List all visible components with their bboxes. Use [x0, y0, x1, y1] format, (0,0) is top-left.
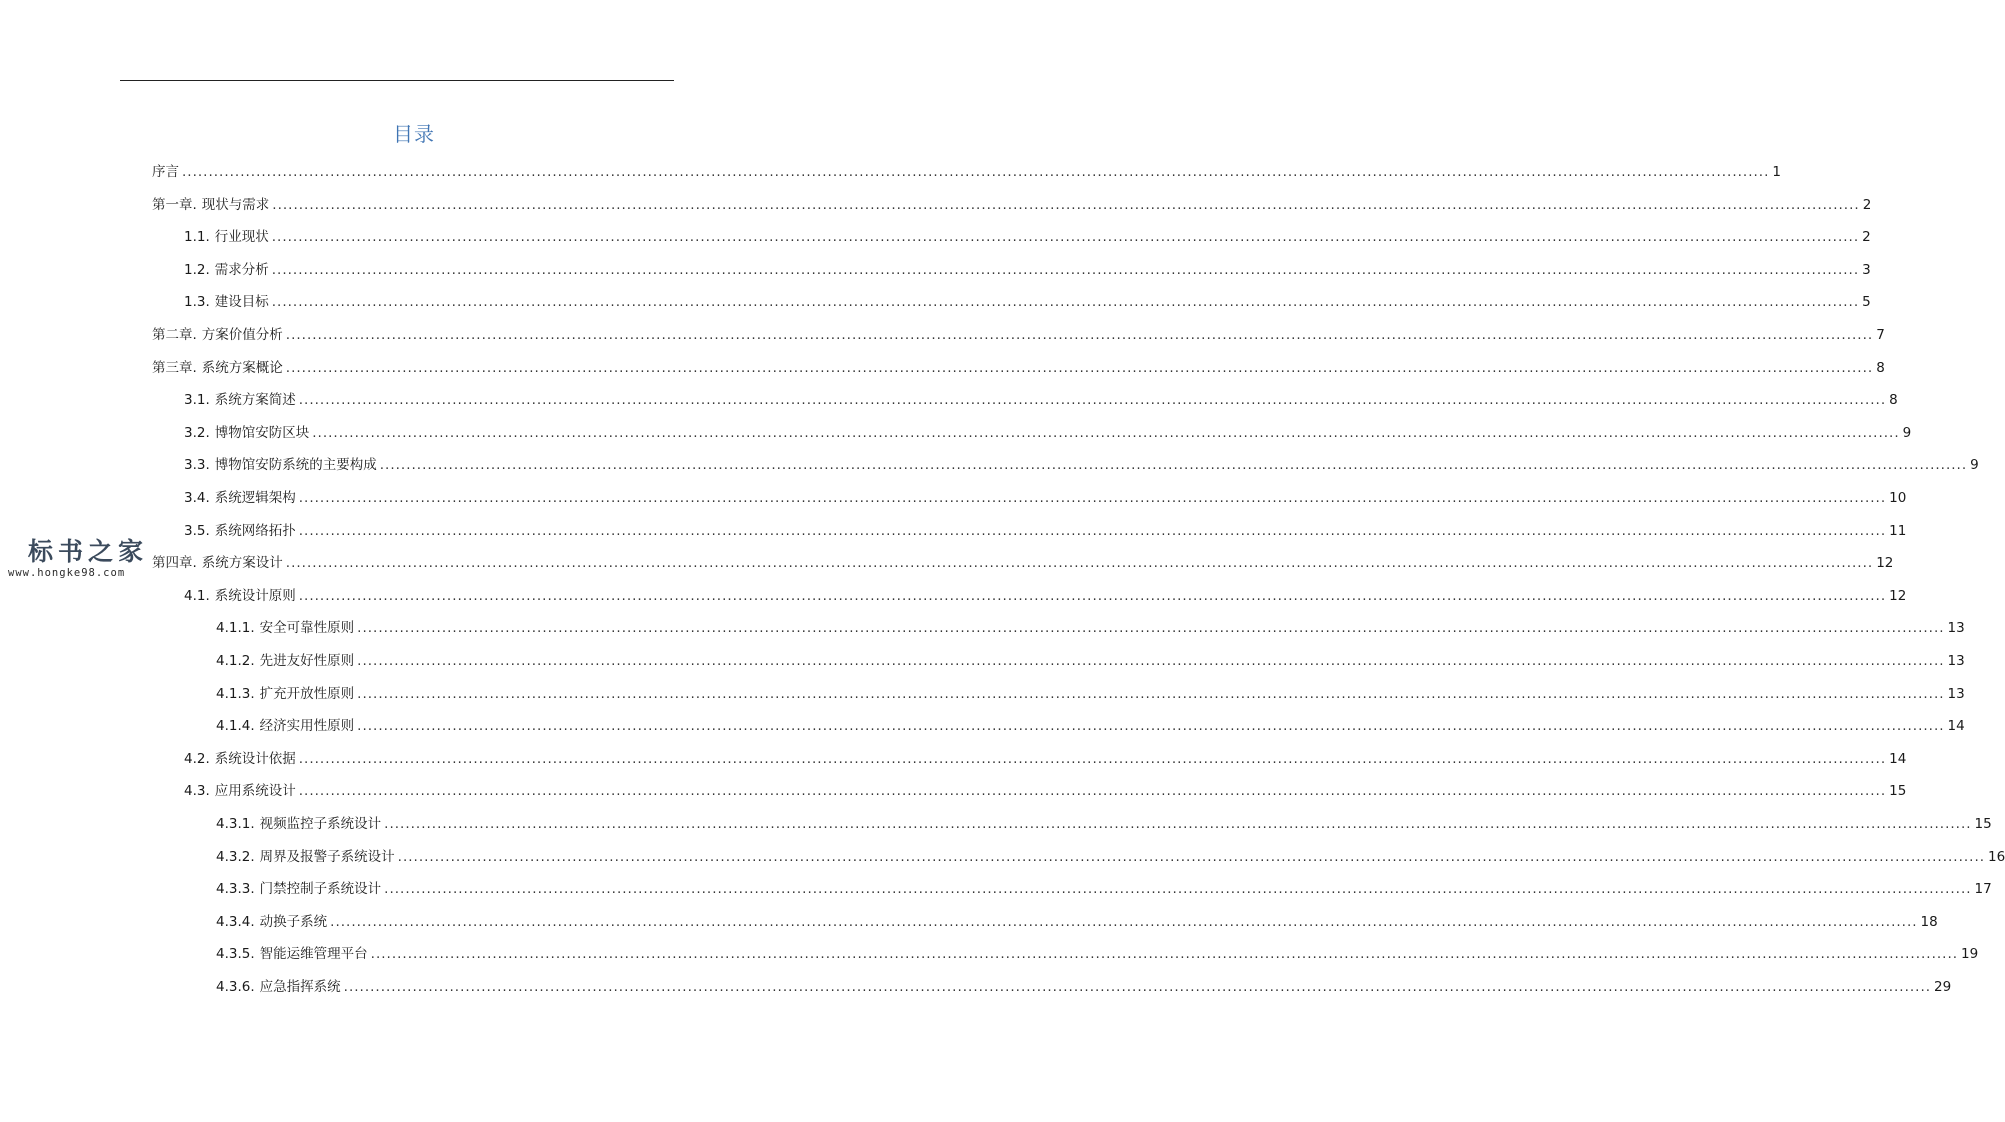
toc-entry-number: 4.1.3. [216, 685, 255, 702]
toc-entry-label: 系统逻辑架构 [214, 490, 296, 506]
toc-entry-number: 4.3.3. [216, 881, 255, 898]
toc-dot-leader: ............................................................................................................................................................................................................................................................................................................ [298, 522, 1887, 539]
toc-dot-leader: ............................................................................................................................................................................................................................................................................................................ [384, 881, 1972, 898]
toc-entry-label: 系统方案设计 [201, 555, 283, 572]
toc-entry-page: 18 [1920, 913, 1938, 930]
toc-entry-label: 方案价值分析 [201, 327, 283, 343]
toc-entry-heading [216, 943, 368, 965]
toc-entry[interactable] [184, 422, 1912, 444]
toc-entry[interactable] [184, 520, 1907, 542]
toc-dot-leader: ............................................................................................................................................................................................................................................................................................................ [357, 718, 1945, 735]
toc-entry-label: 先进友好性原则 [259, 653, 355, 669]
toc-entry-page: 10 [1889, 490, 1907, 506]
toc-entry[interactable] [184, 585, 1907, 607]
toc-dot-leader: ............................................................................................................................................................................................................................................................................................................ [271, 229, 1860, 246]
toc-entry-heading [184, 422, 309, 444]
toc-dot-leader: ............................................................................................................................................................................................................................................................................................................ [298, 750, 1887, 767]
toc-dot-leader: ............................................................................................................................................................................................................................................................................................................ [271, 294, 1860, 311]
toc-entry-heading [152, 194, 269, 216]
toc-entry-heading [184, 585, 296, 607]
toc-entry[interactable] [184, 226, 1871, 248]
toc-entry-heading [152, 324, 283, 346]
watermark-url: www.hongke98.com [8, 567, 126, 579]
toc-entry-heading [184, 780, 296, 802]
toc-dot-leader: ............................................................................................................................................................................................................................................................................................................ [298, 392, 1887, 409]
toc-entry[interactable] [184, 780, 1907, 802]
toc-entry[interactable] [184, 454, 1979, 476]
toc-entry-number: 4.3. [184, 783, 210, 800]
toc-entry[interactable] [216, 813, 1992, 835]
toc-entry-number: 3.2. [184, 424, 210, 441]
watermark [8, 538, 158, 580]
toc-entry-label: 行业现状 [214, 229, 269, 246]
toc-entry-heading [216, 878, 381, 900]
toc-entry-number: 4.3.5. [216, 946, 255, 963]
toc-dot-leader: ............................................................................................................................................................................................................................................................................................................ [384, 816, 1972, 832]
toc-entry[interactable] [216, 683, 1965, 705]
toc-entry-page: 8 [1889, 392, 1898, 409]
toc-entry-page: 7 [1876, 327, 1885, 343]
toc-entry-label: 经济实用性原则 [259, 718, 355, 735]
toc-entry-page: 29 [1934, 979, 1952, 995]
toc-dot-leader: ............................................................................................................................................................................................................................................................................................................ [298, 587, 1887, 604]
toc-entry-heading [184, 454, 377, 476]
toc-entry-number: 3.5. [184, 522, 210, 539]
toc-entry-page: 9 [1970, 457, 1979, 474]
toc-entry-page: 19 [1961, 946, 1979, 963]
toc-entry-page: 3 [1862, 261, 1871, 278]
toc-dot-leader: ............................................................................................................................................................................................................................................................................................................ [370, 946, 1959, 963]
toc-entry-number: 4.3.1. [216, 816, 255, 832]
toc-entry-heading [184, 259, 269, 281]
toc-entry-heading [184, 291, 269, 313]
toc-entry-page: 17 [1974, 881, 1992, 898]
toc-entry-heading [184, 226, 269, 248]
toc-entry-label: 应急指挥系统 [259, 979, 341, 995]
toc-entry-label: 序言 [152, 164, 179, 180]
toc-dot-leader: ............................................................................................................................................................................................................................................................................................................ [357, 653, 1945, 669]
toc-entry-label: 博物馆安防区块 [214, 424, 310, 441]
toc-entry[interactable] [152, 194, 1872, 216]
toc-entry-label: 门禁控制子系统设计 [259, 881, 382, 898]
toc-dot-leader: ............................................................................................................................................................................................................................................................................................................ [298, 490, 1887, 506]
toc-entry-label: 现状与需求 [201, 196, 270, 213]
toc-dot-leader: ............................................................................................................................................................................................................................................................................................................ [312, 424, 1900, 441]
toc-entry-page: 5 [1862, 294, 1871, 311]
toc-entry-label: 周界及报警子系统设计 [259, 848, 395, 865]
toc-entry[interactable] [216, 617, 1965, 639]
toc-entry-label: 系统网络拓扑 [214, 522, 296, 539]
toc-entry-label: 系统设计原则 [214, 587, 296, 604]
toc-entry-number: 4.3.2. [216, 848, 255, 865]
toc-entry-page: 12 [1876, 555, 1894, 572]
toc-entry-heading [184, 748, 296, 770]
toc-entry-number: 第二章. [152, 327, 197, 343]
toc-entry-number: 1.3. [184, 294, 210, 311]
toc-entry[interactable] [184, 487, 1907, 509]
toc-dot-leader: ............................................................................................................................................................................................................................................................................................................ [285, 327, 1874, 343]
toc-entry-number: 3.3. [184, 457, 210, 474]
toc-entry-heading [216, 846, 395, 868]
toc-entry-heading [152, 552, 283, 574]
toc-entry-number: 1.2. [184, 261, 210, 278]
toc-entry-page: 2 [1862, 229, 1871, 246]
toc-entry-label: 视频监控子系统设计 [259, 816, 382, 832]
toc-entry-number: 3.1. [184, 392, 210, 409]
toc-entry-heading [152, 161, 179, 183]
toc-entry-label: 智能运维管理平台 [259, 946, 368, 963]
toc-dot-leader: ............................................................................................................................................................................................................................................................................................................ [397, 848, 1986, 865]
toc-entry[interactable] [152, 357, 1885, 379]
toc-entry-page: 15 [1974, 816, 1992, 832]
toc-dot-leader: ............................................................................................................................................................................................................................................................................................................ [272, 196, 1860, 213]
toc-entry-page: 14 [1889, 750, 1907, 767]
toc-dot-leader: ............................................................................................................................................................................................................................................................................................................ [285, 555, 1874, 572]
toc-entry-number: 3.4. [184, 490, 210, 506]
toc-entry-page: 1 [1772, 164, 1781, 180]
toc-entry-label: 动换子系统 [259, 913, 328, 930]
toc-dot-leader: ............................................................................................................................................................................................................................................................................................................ [298, 783, 1887, 800]
toc-entry-label: 安全可靠性原则 [259, 620, 355, 637]
header-rule [120, 80, 674, 81]
toc-dot-leader: ............................................................................................................................................................................................................................................................................................................ [357, 685, 1945, 702]
toc-entry-page: 2 [1862, 196, 1872, 213]
toc-entry-number: 1.1. [184, 229, 210, 246]
toc-entry-page: 13 [1947, 653, 1965, 669]
toc-entry[interactable] [216, 911, 1938, 933]
toc-entry-label: 系统设计依据 [214, 750, 296, 767]
toc-entry-heading [216, 715, 354, 737]
toc-dot-leader: ............................................................................................................................................................................................................................................................................................................ [357, 620, 1945, 637]
toc-entry-page: 9 [1902, 424, 1912, 441]
toc-dot-leader: ............................................................................................................................................................................................................................................................................................................ [271, 261, 1860, 278]
toc-entry-heading [216, 976, 341, 998]
toc-entry-label: 系统方案简述 [214, 392, 296, 409]
toc-entry-number: 4.2. [184, 750, 210, 767]
toc-entry-page: 16 [1988, 848, 2005, 865]
toc-dot-leader: ............................................................................................................................................................................................................................................................................................................ [343, 979, 1932, 995]
toc-entry-heading [184, 389, 296, 411]
toc-entry-number: 4.1.4. [216, 718, 255, 735]
toc-entry-page: 11 [1889, 522, 1907, 539]
toc-entry-page: 15 [1889, 783, 1907, 800]
toc-entry[interactable] [216, 846, 2005, 868]
toc-entry[interactable] [152, 161, 1781, 183]
toc-dot-leader: ............................................................................................................................................................................................................................................................................................................ [379, 457, 1968, 474]
toc-entry[interactable] [152, 324, 1885, 346]
toc-entry[interactable] [216, 943, 1979, 965]
toc-dot-leader: ............................................................................................................................................................................................................................................................................................................ [330, 913, 1918, 930]
toc-entry-heading [216, 911, 327, 933]
toc-entry[interactable] [216, 976, 1952, 998]
toc-entry-label: 应用系统设计 [214, 783, 296, 800]
toc-entry-heading [152, 357, 283, 379]
toc-entry-heading [216, 617, 354, 639]
toc-entry-page: 13 [1947, 685, 1965, 702]
toc-entry-number: 第一章. [152, 196, 197, 213]
toc-entry-label: 博物馆安防系统的主要构成 [214, 457, 377, 474]
toc-entry-label: 建设目标 [214, 294, 269, 311]
toc-title: 目录 [393, 122, 435, 146]
toc-entry-number: 4.3.4. [216, 913, 255, 930]
toc-entry-label: 扩充开放性原则 [259, 685, 355, 702]
toc-entry-heading [184, 487, 296, 509]
toc-entry-number: 第四章. [152, 555, 197, 572]
watermark-logo: 标书之家 [28, 537, 149, 566]
toc-entry-page: 13 [1947, 620, 1965, 637]
toc-entry-number: 4.1.1. [216, 620, 255, 637]
toc-entry[interactable] [216, 650, 1965, 672]
toc-entry-heading [216, 683, 354, 705]
toc-entry[interactable] [184, 259, 1871, 281]
toc-entry[interactable] [184, 291, 1871, 313]
toc-entry-page: 14 [1947, 718, 1965, 735]
toc-entry-heading [216, 650, 354, 672]
toc-entry-heading [216, 813, 381, 835]
toc-entry-page: 12 [1889, 587, 1907, 604]
toc-entry-heading [184, 520, 296, 542]
toc-entry-number: 4.1. [184, 587, 210, 604]
toc-entry-number: 4.3.6. [216, 979, 255, 995]
toc-entry[interactable] [216, 715, 1965, 737]
toc-entry[interactable] [184, 748, 1907, 770]
toc-entry-label: 系统方案概论 [201, 359, 283, 376]
toc-entry-number: 4.1.2. [216, 653, 255, 669]
toc-entry-page: 8 [1876, 359, 1885, 376]
toc-dot-leader: ............................................................................................................................................................................................................................................................................................................ [285, 359, 1874, 376]
toc-dot-leader: ............................................................................................................................................................................................................................................................................................................ [182, 164, 1770, 180]
toc-entry-number: 第三章. [152, 359, 197, 376]
toc-entry[interactable] [152, 552, 1894, 574]
toc-entry[interactable] [184, 389, 1898, 411]
toc-entry-label: 需求分析 [214, 261, 269, 278]
toc-entry[interactable] [216, 878, 1992, 900]
